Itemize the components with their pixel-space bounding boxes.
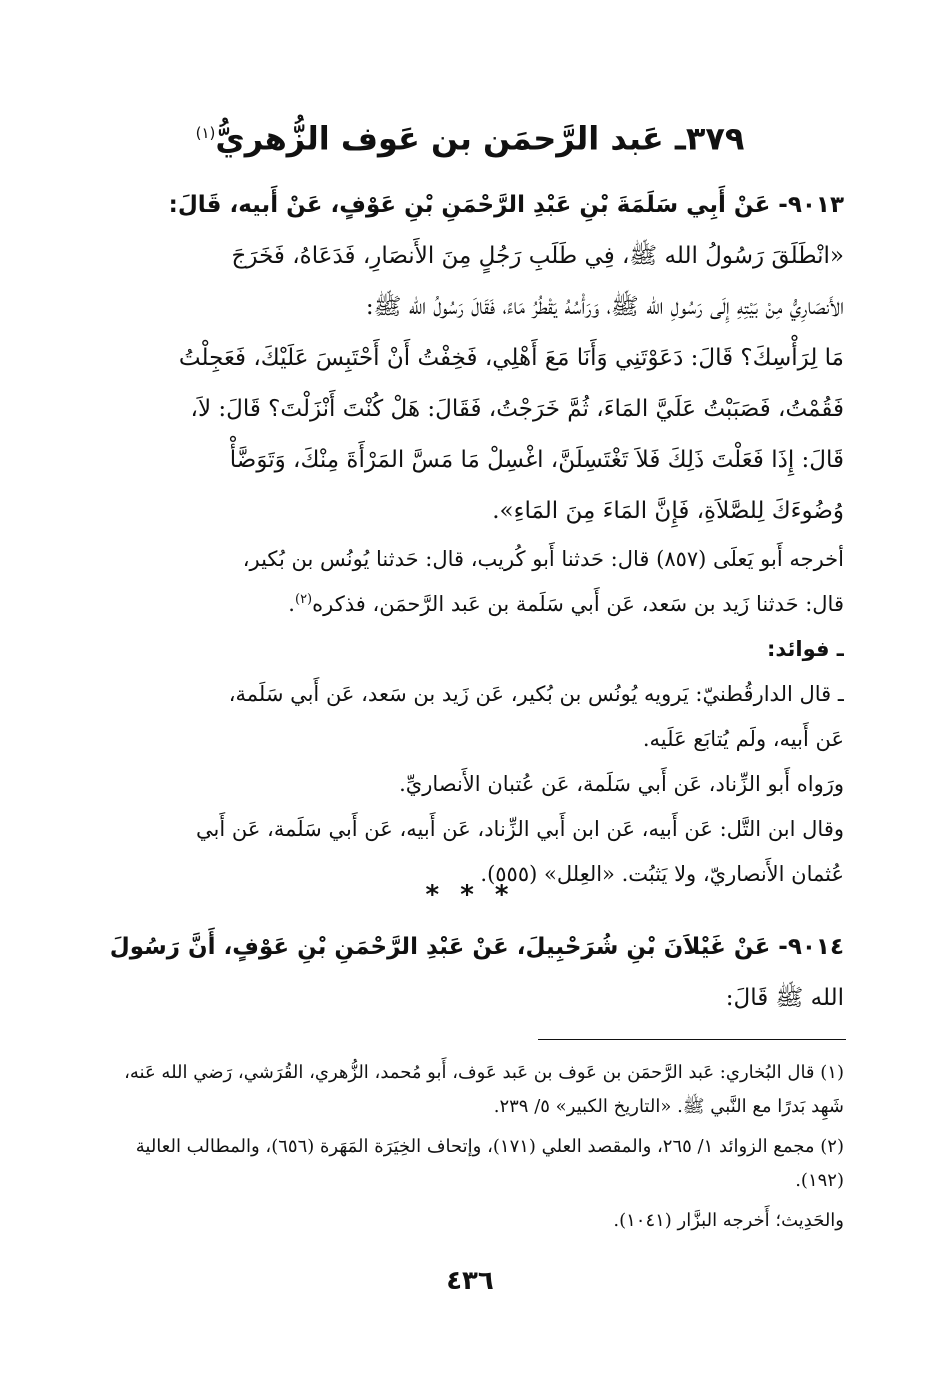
footnote-2-line-2: (١٩٢). — [795, 1170, 844, 1191]
footnote-2-line-1: (٢) مجمع الزوائد ١/ ٢٦٥، والمقصد العلي (١٧١)، وإتحاف الخِيَرَة المَهَرة (٦٥٦)، والمطالب العالية — [135, 1136, 844, 1157]
benefits-line-5: عُثمان الأَنصاريّ، ولا يَثبُت. «العِلل» (٥٥٥). — [480, 862, 844, 886]
hadith-9013-line-7: وُضُوءَكَ لِلصَّلاَةِ، فَإِنَّ المَاءَ مِنَ المَاءِ». — [492, 498, 844, 524]
footnote-2-line-3: والحَدِيث؛ أَخرجه البزَّار (١٠٤١). — [613, 1210, 844, 1231]
heading-footnote-mark: (١) — [195, 124, 216, 142]
footnote-divider — [538, 1039, 846, 1040]
hadith-9013-text — [98, 180, 844, 537]
hadith-9013-line-4: مَا لِرَأْسِكَ؟ قَالَ: دَعَوْتَنِي وَأَنَا مَعَ أَهْلِي، فَخِفْتُ أَنْ أَحْتَبِسَ عَلَيْكَ، فَعَجِلْتُ — [178, 345, 844, 371]
hadith-9014-line-1: ٩٠١٤- عَنْ غَيْلاَنَ بْنِ شُرَحْبِيلَ، عَنْ عَبْدِ الرَّحْمَنِ بْنِ عَوْفٍ، أَنَّ رَسُولَ — [109, 934, 844, 960]
benefits-line-4: وقال ابن التَّل: عَن أَبيه، عَن ابن أَبي الزِّناد، عَن أَبيه، عَن أَبي سَلَمة، عَن أَبي — [196, 817, 844, 841]
takhrij-footnote-mark: (٢) — [294, 592, 313, 607]
takhrij-line-2: قال: حَدثنا زَيد بن سَعد، عَن أَبي سَلَمة بن عَبد الرَّحمَن، فذكره$^{(٢)}$. — [288, 592, 844, 616]
benefits-title: ـ فوائد: — [766, 637, 844, 661]
benefits-line-1: ـ قال الدارقُطنيّ: يَرويه يُونُس بن بُكير، عَن زَيد بن سَعد، عَن أَبي سَلَمة، — [228, 682, 844, 706]
benefits-line-2: عَن أَبيه، ولَم يُتابَع عَلَيه. — [642, 727, 844, 751]
section-separator: * * * — [425, 880, 515, 910]
chapter-heading-text: ٣٧٩ـ عَبد الرَّحمَن بن عَوف الزُّهريُّ — [215, 119, 745, 158]
page-number: ٤٣٦ — [446, 1266, 494, 1296]
hadith-9013-line-3: الأَنصَارِيُّ مِنْ بَيْتِهِ إِلَى رَسُولِ الله ﷺ، وَرَأْسُهُ يَقْطُرُ مَاءً، فَقَالَ رَسُولُ الله ﷺ: — [365, 294, 844, 320]
hadith-9014-text — [98, 922, 844, 1024]
hadith-9013-line-6: قَالَ: إِذَا فَعَلْتَ ذَلِكَ فَلاَ تَغْتَسِلَنَّ، اغْسِلْ مَا مَسَّ المَرْأَةَ مِنْكَ، وَتَوَضَّأْ — [229, 447, 844, 473]
takhrij-block — [98, 537, 844, 897]
takhrij-line-1: أخرجه أَبو يَعلَى (٨٥٧) قال: حَدثنا أَبو كُريب، قال: حَدثنا يُونُس بن بُكير، — [242, 547, 844, 571]
takhrij-line-2-text: قال: حَدثنا زَيد بن سَعد، عَن أَبي سَلَمة بن عَبد الرَّحمَن، فذكره — [312, 592, 844, 616]
footnote-1-line-2: شَهِد بَدرًا مع النَّبي ﷺ. «التاريخ الكبير» ٥/ ٢٣٩. — [493, 1096, 844, 1117]
hadith-9013-line-5: فَقُمْتُ، فَصَبَبْتُ عَلَيَّ المَاءَ، ثُمَّ خَرَجْتُ، فَقَالَ: هَلْ كُنْتَ أَنْزَلْتَ؟ قَالَ: لاَ، — [190, 396, 844, 422]
chapter-heading — [150, 108, 790, 164]
hadith-9013-line-1: ٩٠١٣- عَنْ أَبِي سَلَمَةَ بْنِ عَبْدِ الرَّحْمَنِ بْنِ عَوْفٍ، عَنْ أَبيه، قَالَ: — [168, 192, 844, 218]
footnotes — [98, 1056, 844, 1238]
benefits-line-3: ورَواه أَبو الزِّناد، عَن أَبي سَلَمة، عَن عُتبان الأَنصاريِّ. — [399, 772, 844, 796]
footnote-1-line-1: (١) قال البُخاري: عَبد الرَّحمَن بن عَوف بن عَبد عَوف، أَبو مُحمد، الزُّهري، القُرَشي، رَضي الله عَنه، — [124, 1062, 844, 1083]
hadith-9014-line-2: الله ﷺ قَالَ: — [725, 985, 844, 1011]
hadith-9013-line-2: «انْطَلَقَ رَسُولُ الله ﷺ، فِي طَلَبِ رَجُلٍ مِنَ الأَنصَارِ، فَدَعَاهُ، فَخَرَجَ — [231, 243, 844, 269]
